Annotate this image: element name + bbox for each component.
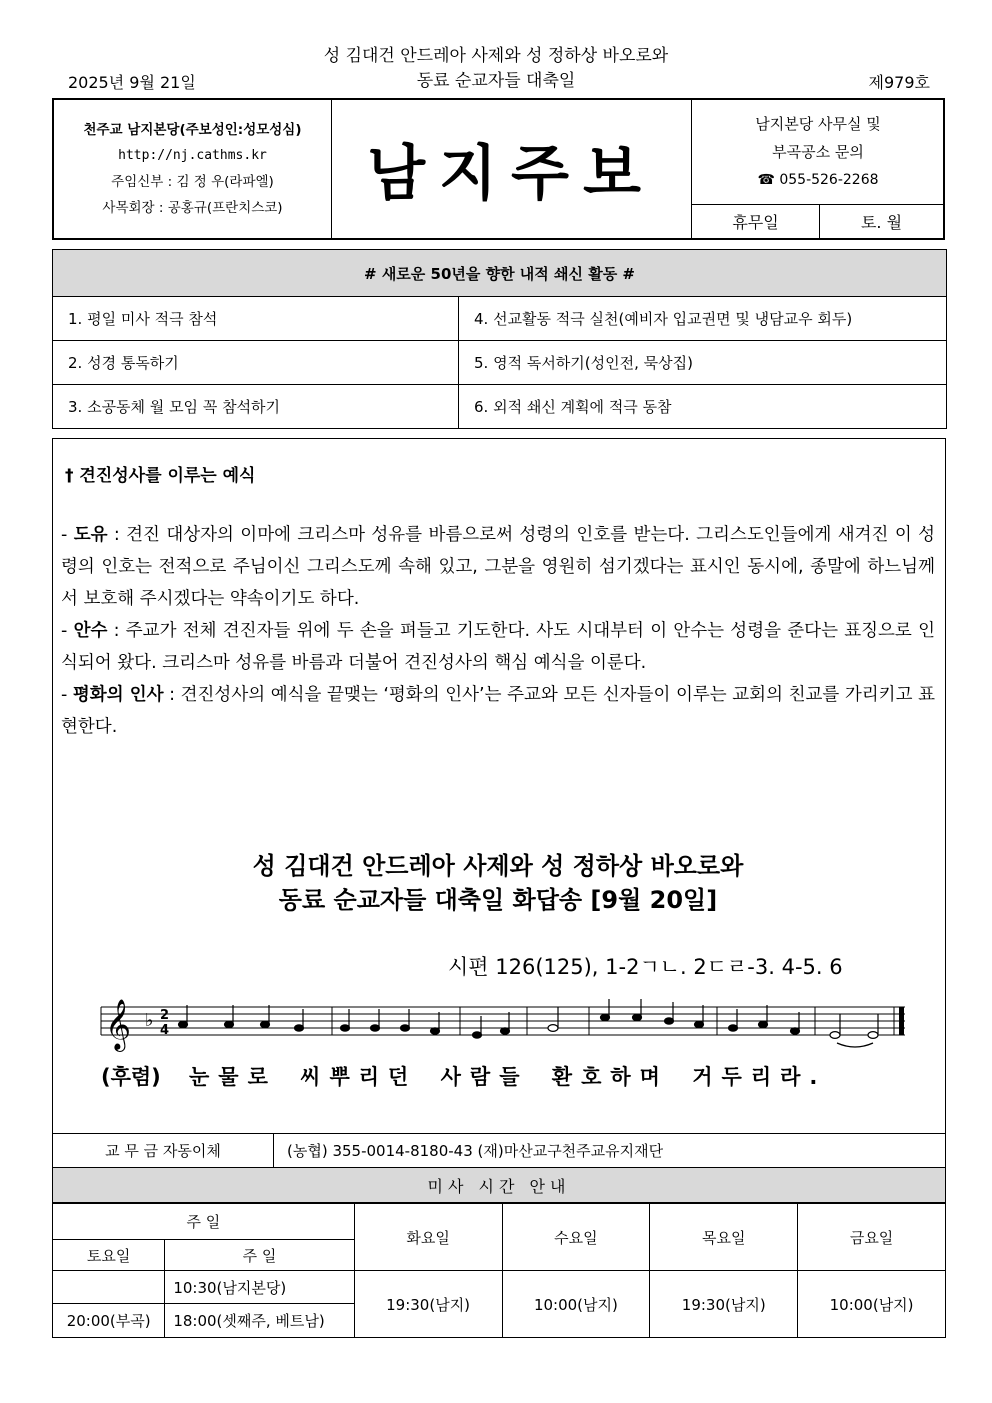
time-signature-bottom: 4 xyxy=(160,1023,170,1038)
friday-header: 금요일 xyxy=(798,1204,946,1271)
wednesday-time: 10:00(남지) xyxy=(502,1271,650,1338)
text-peace: 견진성사의 예식을 끝맺는 ‘평화의 인사’는 주교와 모든 신자들이 이루는 교회의 친교를 가리키고 표현한다. xyxy=(61,685,935,737)
parish-url[interactable]: http://nj.cathms.kr xyxy=(118,148,267,163)
bulletin-date: 2025년 9월 21일 xyxy=(68,73,196,92)
article-box xyxy=(52,438,946,1134)
renewal-item: 4. 선교활동 적극 실천(예비자 입교권면 및 냉담교우 회두) xyxy=(459,297,947,341)
mass-schedule-heading: 미사 시간 안내 xyxy=(52,1168,946,1203)
donation-account: (농협) 355-0014-8180-43 (재)마산교구천주교유지재단 xyxy=(287,1142,664,1160)
paragraph-peace: - 평화의 인사 : 견진성사의 예식을 끝맺는 ‘평화의 인사’는 주교와 모든 신자들이 이루는 교회의 친교를 가리키고 표현한다. xyxy=(61,685,935,737)
psalm-title-line2: 동료 순교자들 대축일 화답송 [9월 20일] xyxy=(278,886,718,914)
text-anointing: 견진 대상자의 이마에 크리스마 성유를 바름으로써 성령의 인호를 받는다. 그리스도인들에게 새겨진 이 성령의 인호는 전적으로 주님이신 그리스도께 속해 있고, 그분을 영원히 섬기겠다는 표시인 동시에, 종말에 하느님께서 보호해 주시겠다는 약속이기도 하다. xyxy=(61,525,935,609)
closed-label: 휴무일 xyxy=(692,204,820,238)
music-staff xyxy=(97,991,917,1053)
sunday-time: 10:30(남지본당) xyxy=(165,1271,354,1304)
text-laying-hands: 주교가 전체 견진자들 위에 두 손을 펴들고 기도한다. 사도 시대부터 이 안수는 성령을 준다는 표징으로 인식되어 왔다. 크리스마 성유를 바름과 더불어 견진성사의 핵심 예식을 이룬다. xyxy=(61,621,935,673)
psalm-reference: 시편 126(125), 1-2ㄱㄴ. 2ㄷㄹ-3. 4-5. 6 xyxy=(448,955,843,979)
masthead xyxy=(52,98,945,240)
flat-icon: ♭ xyxy=(145,1010,154,1031)
sunday-header: 주 일 xyxy=(165,1240,354,1271)
tuesday-time: 19:30(남지) xyxy=(354,1271,502,1338)
pastor: 주임신부 : 김 정 우(라파엘) xyxy=(111,174,274,190)
paragraph-laying-hands: - 안수 : 주교가 전체 견진자들 위에 두 손을 펴들고 기도한다. 사도 시대부터 이 안수는 성령을 준다는 표징으로 인식되어 왔다. 크리스마 성유를 바름과 더불어 견진성사의 핵심 예식을 이룬다. xyxy=(61,621,935,673)
contact-info xyxy=(692,100,944,205)
wednesday-header: 수요일 xyxy=(502,1204,650,1271)
thursday-header: 목요일 xyxy=(650,1204,798,1271)
term-anointing: 도유 xyxy=(73,525,108,545)
saturday-header: 토요일 xyxy=(53,1240,165,1271)
renewal-item: 2. 성경 통독하기 xyxy=(53,341,459,385)
closed-days: 토. 월 xyxy=(860,212,903,232)
donation-row xyxy=(52,1134,946,1168)
saturday-time-empty xyxy=(53,1271,165,1304)
term-laying-hands: 안수 xyxy=(73,621,108,641)
renewal-item: 1. 평일 미사 적극 참석 xyxy=(53,297,459,341)
refrain-lyrics: 눈물로 씨뿌리던 사람들 환호하며 거두리라. xyxy=(189,1065,827,1089)
feast-title-line2: 동료 순교자들 대축일 xyxy=(416,71,576,91)
treble-clef-icon: 𝄞 xyxy=(105,999,132,1050)
feast-title-line1: 성 김대건 안드레아 사제와 성 정하상 바오로와 xyxy=(323,46,669,66)
contact-box xyxy=(691,100,944,238)
sunday-time: 18:00(셋째주, 베트남) xyxy=(165,1304,354,1338)
parish-name: 천주교 남지본당(주보성인:성모성심) xyxy=(83,122,302,138)
bulletin-title: 남지주보 xyxy=(367,139,655,209)
renewal-table xyxy=(52,249,947,429)
article-body xyxy=(61,519,935,743)
refrain-label: (후렴) xyxy=(101,1065,161,1089)
phone-number: ☎ 055-526-2268 xyxy=(757,172,879,188)
renewal-item: 6. 외적 쇄신 계획에 적극 동참 xyxy=(459,385,947,429)
thursday-time: 19:30(남지) xyxy=(650,1271,798,1338)
sunday-group-header: 주 일 xyxy=(53,1204,355,1240)
parish-info xyxy=(54,100,332,238)
renewal-item: 5. 영적 독서하기(성인전, 묵상집) xyxy=(459,341,947,385)
issue-number: 제979호 xyxy=(868,73,930,92)
article-title: † 견진성사를 이루는 예식 xyxy=(65,466,256,486)
saturday-time: 20:00(부곡) xyxy=(53,1304,165,1338)
friday-time: 10:00(남지) xyxy=(798,1271,946,1338)
time-signature-top: 2 xyxy=(160,1008,170,1023)
psalm-title xyxy=(203,849,793,917)
renewal-item: 3. 소공동체 월 모임 꼭 참석하기 xyxy=(53,385,459,429)
mass-schedule-table xyxy=(52,1203,946,1338)
paragraph-anointing: - 도유 : 견진 대상자의 이마에 크리스마 성유를 바름으로써 성령의 인호를 받는다. 그리스도인들에게 새겨진 이 성령의 인호는 전적으로 주님이신 그리스도께 속해 있고, 그분을 영원히 섬기겠다는 표시인 동시에, 종말에 하느님께서 보호해 주시겠다는 약속이기도 하다. xyxy=(61,525,935,609)
tuesday-header: 화요일 xyxy=(354,1204,502,1271)
council-president: 사목회장 : 공홍규(프란치스코) xyxy=(102,200,283,216)
psalm-title-line1: 성 김대건 안드레아 사제와 성 정하상 바오로와 xyxy=(252,852,744,880)
contact-line2: 부곡공소 문의 xyxy=(772,143,864,161)
donation-label: 교 무 금 자동이체 xyxy=(53,1134,274,1167)
contact-line1: 남지본당 사무실 및 xyxy=(755,115,881,133)
renewal-heading: # 새로운 50년을 향한 내적 쇄신 활동 # xyxy=(53,250,947,297)
term-peace: 평화의 인사 xyxy=(72,685,164,705)
